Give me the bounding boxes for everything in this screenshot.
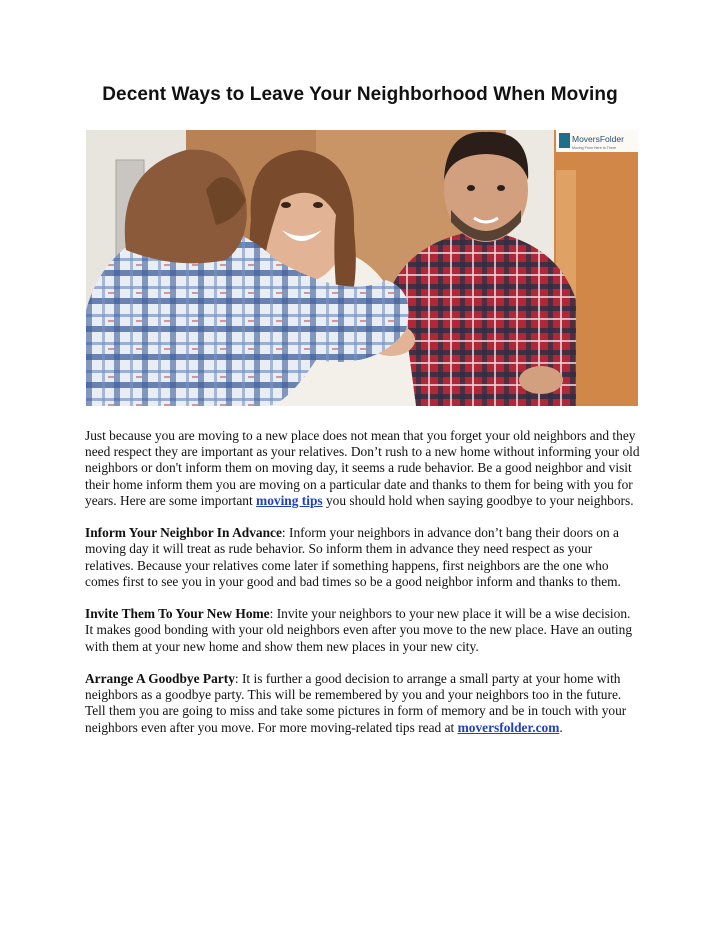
logo-brand: MoversFolder	[572, 134, 624, 144]
page-title: Decent Ways to Leave Your Neighborhood When Moving	[102, 84, 618, 105]
intro-text-end: you should hold when saying goodbye to your neighbors.	[322, 492, 634, 508]
section-text-end: .	[559, 719, 563, 735]
section-text: : Invite your neighbors to your new place it will be a wise decision. It makes good bonding with your old neighbors even after you move to the new place. Have an outing with them at your new home and show them new places in your new city.	[85, 606, 633, 654]
neighbors-hug-illustration	[86, 130, 638, 406]
hero-photo	[86, 130, 638, 406]
moving-tips-link[interactable]: moving tips	[256, 492, 323, 508]
section-inform-neighbor	[85, 525, 641, 590]
section-text: : Inform your neighbors in advance don’t bang their doors on a moving day it will treat as rude behavior. So inform them in advance they need respect as your relatives. Because your relatives come later if something happens, first neighbors are the one who comes first to see you in your good and bad times so be a good neighbor inform and thanks to them.	[85, 525, 621, 589]
folder-icon	[559, 133, 570, 148]
section-text: : It is further a good decision to arrange a small party at your home with neighbors as a goodbye party. This will be remembered by you and your neighbors too in the future. Tell them you are going to miss and take some pictures in form of memory and be in touch with your neighbors even after you move. For more moving-related tips read at	[85, 671, 627, 735]
moversfolder-logo	[556, 130, 638, 152]
intro-text: Just because you are moving to a new place does not mean that you forget your old neighbors and they need respect they are important as your relatives. Don’t rush to a new home without informing your old neighbors or don't inform them on moving day, it seems a rude behavior. Be a good neighbor and visit their home inform them you are moving on a particular date and thanks to them for being with you for years. Here are some important	[85, 428, 640, 508]
section-heading: Invite Them To Your New Home	[85, 606, 270, 622]
article-body	[85, 428, 641, 752]
section-heading: Inform Your Neighbor In Advance	[85, 525, 282, 541]
intro-paragraph	[85, 428, 641, 509]
section-invite-new-home	[85, 606, 641, 655]
logo-tagline: Moving From Here to There	[572, 146, 617, 150]
section-goodbye-party	[85, 671, 641, 736]
section-heading: Arrange A Goodbye Party	[85, 671, 235, 686]
moversfolder-link[interactable]: moversfolder.com	[457, 719, 560, 735]
